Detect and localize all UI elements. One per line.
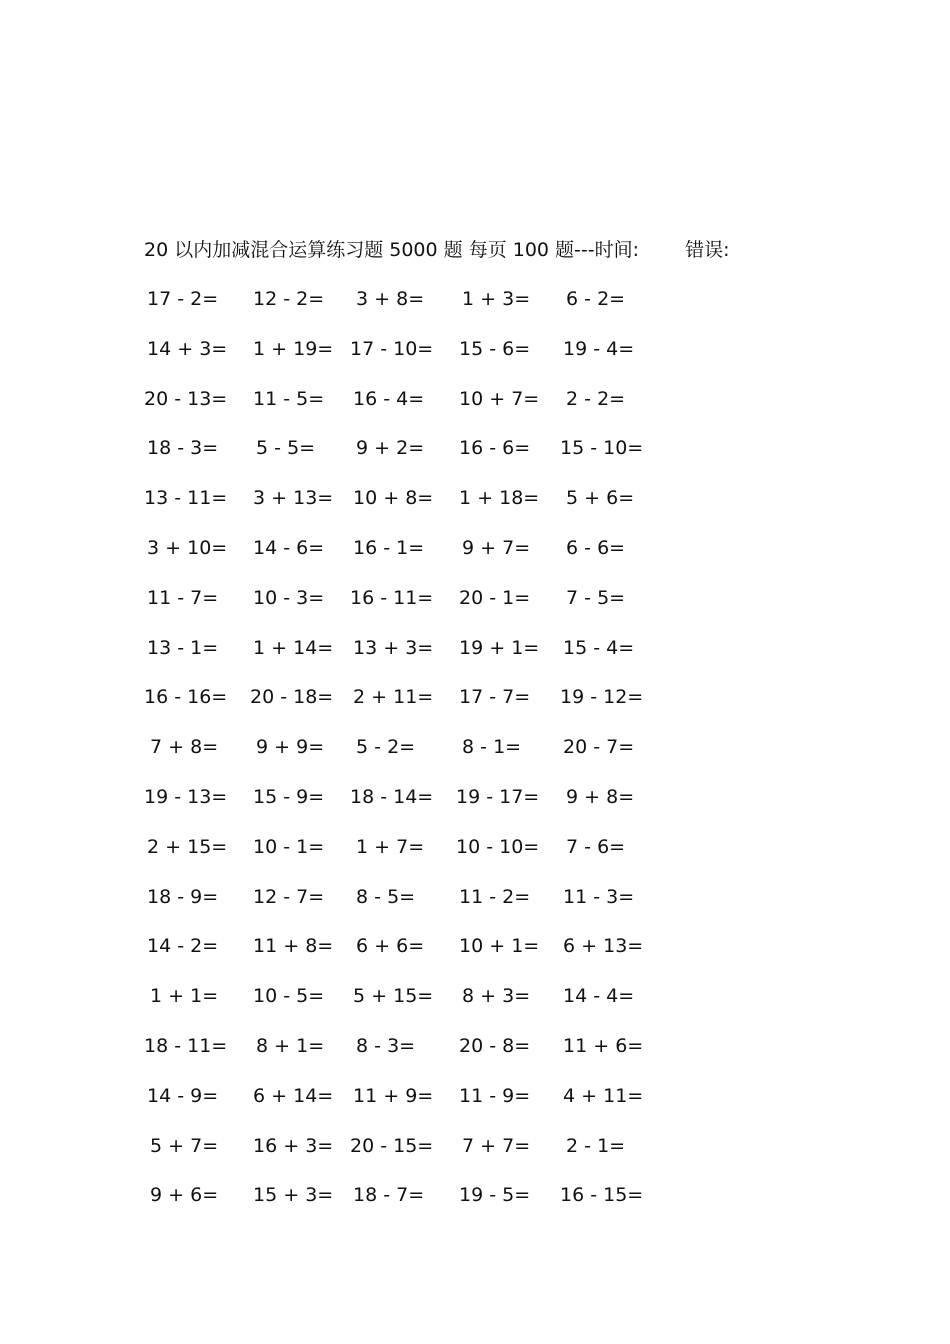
math-problem: 18 - 3= — [147, 437, 219, 460]
math-problem: 15 - 9= — [253, 786, 325, 808]
math-problem: 7 - 6= — [566, 835, 626, 858]
math-problem: 19 - 17= — [456, 786, 540, 808]
math-problem: 20 - 7= — [563, 736, 635, 759]
math-problem: 19 + 1= — [459, 636, 540, 659]
math-problem: 17 - 7= — [459, 686, 531, 709]
math-problem: 18 - 14= — [350, 786, 434, 808]
math-problem: 11 - 2= — [459, 885, 531, 908]
math-problem: 2 - 2= — [566, 387, 626, 410]
math-problem: 19 - 12= — [560, 686, 644, 709]
math-problem: 5 - 2= — [356, 736, 416, 759]
errors-label: 错误: — [685, 239, 730, 261]
problem-row — [0, 632, 950, 664]
math-problem: 1 + 1= — [150, 985, 219, 1008]
math-problem: 7 - 5= — [566, 586, 626, 609]
problem-row — [0, 831, 950, 863]
math-problem: 18 - 7= — [353, 1184, 425, 1207]
math-problem: 16 - 15= — [560, 1184, 644, 1207]
problem-row — [0, 980, 950, 1012]
math-problem: 19 - 5= — [459, 1184, 531, 1207]
math-problem: 12 - 2= — [253, 288, 325, 310]
math-problem: 15 - 4= — [563, 636, 635, 659]
math-problem: 3 + 8= — [356, 288, 425, 310]
math-problem: 20 - 13= — [144, 387, 228, 410]
math-problem: 7 + 7= — [462, 1134, 531, 1157]
math-problem: 8 + 1= — [256, 1035, 325, 1057]
math-problem: 10 - 10= — [456, 835, 540, 858]
math-problem: 11 + 6= — [563, 1035, 644, 1057]
problem-row — [0, 731, 950, 763]
problem-row — [0, 930, 950, 962]
math-problem: 11 + 9= — [353, 1084, 434, 1107]
math-problem: 14 - 9= — [147, 1084, 219, 1107]
math-problem: 15 - 6= — [459, 337, 531, 360]
math-problem: 5 - 5= — [256, 437, 316, 460]
math-problem: 8 - 3= — [356, 1035, 416, 1057]
math-problem: 20 - 18= — [250, 686, 334, 709]
math-problem: 1 + 18= — [459, 487, 540, 510]
math-problem: 15 - 10= — [560, 437, 644, 460]
worksheet-title: 20 以内加减混合运算练习题 5000 题 每页 100 题---时间: — [144, 239, 640, 261]
math-problem: 17 - 2= — [147, 288, 219, 310]
math-problem: 16 - 6= — [459, 437, 531, 460]
math-problem: 6 + 13= — [563, 935, 644, 958]
math-problem: 16 - 4= — [353, 387, 425, 410]
problem-row — [0, 582, 950, 614]
math-problem: 2 + 15= — [147, 835, 228, 858]
math-problem: 18 - 9= — [147, 885, 219, 908]
math-problem: 8 - 5= — [356, 885, 416, 908]
math-problem: 13 - 11= — [144, 487, 228, 510]
math-problem: 5 + 15= — [353, 985, 434, 1008]
math-problem: 19 - 4= — [563, 337, 635, 360]
math-problem: 9 + 7= — [462, 537, 531, 559]
math-problem: 9 + 2= — [356, 437, 425, 460]
math-problem: 10 + 8= — [353, 487, 434, 510]
math-problem: 18 - 11= — [144, 1035, 228, 1057]
problem-row — [0, 1080, 950, 1112]
math-problem: 20 - 15= — [350, 1134, 434, 1157]
problem-row — [0, 383, 950, 415]
math-problem: 1 + 19= — [253, 337, 334, 360]
math-problem: 7 + 8= — [150, 736, 219, 759]
math-problem: 11 + 8= — [253, 935, 334, 958]
problem-row — [0, 881, 950, 913]
math-problem: 14 - 6= — [253, 537, 325, 559]
math-problem: 6 + 6= — [356, 935, 425, 958]
math-problem: 6 + 14= — [253, 1084, 334, 1107]
math-problem: 8 + 3= — [462, 985, 531, 1008]
math-problem: 10 - 1= — [253, 835, 325, 858]
problem-row — [0, 283, 950, 315]
math-problem: 3 + 10= — [147, 537, 228, 559]
math-problem: 11 - 5= — [253, 387, 325, 410]
math-problem: 10 + 7= — [459, 387, 540, 410]
worksheet-header — [144, 234, 729, 266]
math-problem: 9 + 6= — [150, 1184, 219, 1207]
math-problem: 10 + 1= — [459, 935, 540, 958]
math-problem: 16 - 1= — [353, 537, 425, 559]
math-problem: 3 + 13= — [253, 487, 334, 510]
math-problem: 13 - 1= — [147, 636, 219, 659]
math-problem: 11 - 7= — [147, 586, 219, 609]
math-problem: 16 - 16= — [144, 686, 228, 709]
math-problem: 14 + 3= — [147, 337, 228, 360]
math-problem: 4 + 11= — [563, 1084, 644, 1107]
math-problem: 1 + 3= — [462, 288, 531, 310]
problem-row — [0, 482, 950, 514]
math-problem: 16 - 11= — [350, 586, 434, 609]
math-problem: 15 + 3= — [253, 1184, 334, 1207]
math-problem: 20 - 8= — [459, 1035, 531, 1057]
math-problem: 2 + 11= — [353, 686, 434, 709]
math-problem: 19 - 13= — [144, 786, 228, 808]
math-problem: 11 - 3= — [563, 885, 635, 908]
math-problem: 14 - 4= — [563, 985, 635, 1008]
problem-row — [0, 781, 950, 813]
math-problem: 2 - 1= — [566, 1134, 626, 1157]
math-problem: 1 + 14= — [253, 636, 334, 659]
math-problem: 11 - 9= — [459, 1084, 531, 1107]
problem-row — [0, 681, 950, 713]
math-problem: 12 - 7= — [253, 885, 325, 908]
problem-row — [0, 333, 950, 365]
math-problem: 8 - 1= — [462, 736, 522, 759]
math-problem: 14 - 2= — [147, 935, 219, 958]
math-problem: 5 + 7= — [150, 1134, 219, 1157]
math-problem: 9 + 9= — [256, 736, 325, 759]
math-problem: 10 - 5= — [253, 985, 325, 1008]
math-problem: 9 + 8= — [566, 786, 635, 808]
math-problem: 13 + 3= — [353, 636, 434, 659]
math-problem: 10 - 3= — [253, 586, 325, 609]
math-problem: 6 - 2= — [566, 288, 626, 310]
math-problem: 20 - 1= — [459, 586, 531, 609]
problem-row — [0, 1130, 950, 1162]
math-problem: 16 + 3= — [253, 1134, 334, 1157]
math-problem: 17 - 10= — [350, 337, 434, 360]
problem-row — [0, 1030, 950, 1062]
math-problem: 1 + 7= — [356, 835, 425, 858]
problem-row — [0, 1179, 950, 1211]
math-problem: 6 - 6= — [566, 537, 626, 559]
problem-row — [0, 532, 950, 564]
problem-row — [0, 432, 950, 464]
math-problem: 5 + 6= — [566, 487, 635, 510]
